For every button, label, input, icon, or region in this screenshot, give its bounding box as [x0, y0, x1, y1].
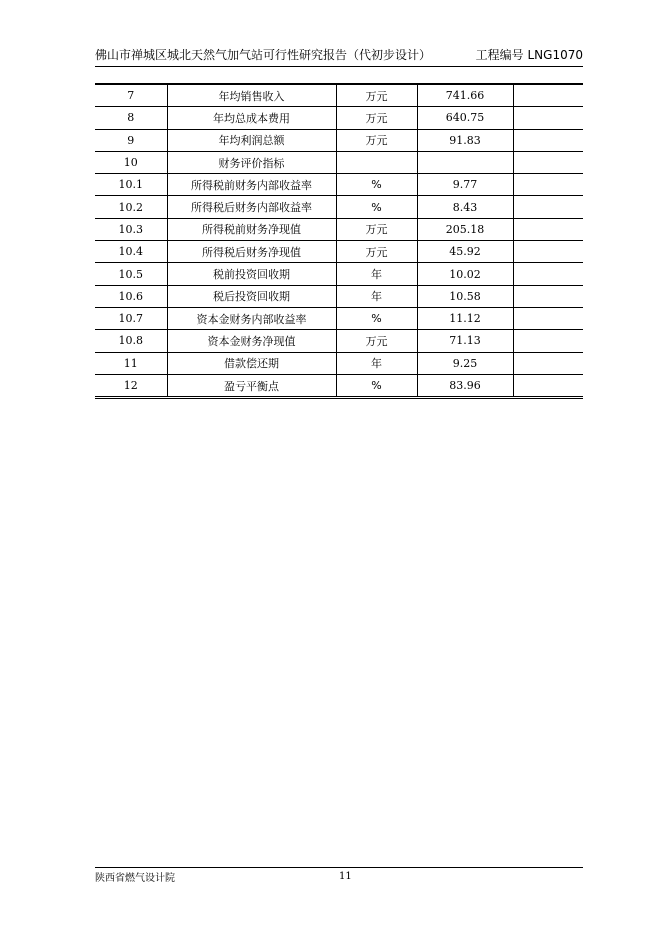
row-number-cell: 7: [95, 84, 167, 107]
value-cell: 11.12: [417, 307, 513, 329]
unit-cell: 万元: [336, 84, 417, 107]
row-number-cell: 10.1: [95, 174, 167, 196]
unit-cell: %: [336, 174, 417, 196]
item-name-cell: 所得税前财务内部收益率: [167, 174, 336, 196]
note-cell: [513, 84, 583, 107]
note-cell: [513, 196, 583, 218]
value-cell: 9.77: [417, 174, 513, 196]
unit-cell: 万元: [336, 330, 417, 352]
note-cell: [513, 352, 583, 374]
footer-rule: [95, 867, 583, 868]
value-cell: 71.13: [417, 330, 513, 352]
table-row: [95, 307, 583, 329]
row-number-cell: 9: [95, 129, 167, 151]
unit-cell: 万元: [336, 107, 417, 129]
value-cell: 8.43: [417, 196, 513, 218]
table-row: [95, 174, 583, 196]
value-cell: [417, 151, 513, 173]
item-name-cell: 年均总成本费用: [167, 107, 336, 129]
indicator-table-body: [95, 84, 583, 398]
table-row: [95, 196, 583, 218]
page-number: 11: [339, 871, 352, 882]
unit-cell: 万元: [336, 241, 417, 263]
unit-cell: %: [336, 374, 417, 397]
table-row: [95, 84, 583, 107]
row-number-cell: 10.8: [95, 330, 167, 352]
note-cell: [513, 218, 583, 240]
project-number: 工程编号 LNG1070: [475, 48, 583, 62]
item-name-cell: 资本金财务净现值: [167, 330, 336, 352]
row-number-cell: 10.2: [95, 196, 167, 218]
value-cell: 10.02: [417, 263, 513, 285]
row-number-cell: 10.4: [95, 241, 167, 263]
indicator-table: [95, 83, 583, 399]
item-name-cell: 所得税前财务净现值: [167, 218, 336, 240]
unit-cell: 万元: [336, 218, 417, 240]
item-name-cell: 盈亏平衡点: [167, 374, 336, 397]
table-row: [95, 129, 583, 151]
item-name-cell: 财务评价指标: [167, 151, 336, 173]
row-number-cell: 11: [95, 352, 167, 374]
row-number-cell: 12: [95, 374, 167, 397]
item-name-cell: 所得税后财务净现值: [167, 241, 336, 263]
unit-cell: 年: [336, 263, 417, 285]
table-row: [95, 285, 583, 307]
item-name-cell: 资本金财务内部收益率: [167, 307, 336, 329]
note-cell: [513, 107, 583, 129]
note-cell: [513, 151, 583, 173]
value-cell: 9.25: [417, 352, 513, 374]
table-row: [95, 352, 583, 374]
header-rule: [95, 66, 583, 67]
item-name-cell: 税前投资回收期: [167, 263, 336, 285]
page-header: [95, 47, 583, 64]
unit-cell: %: [336, 307, 417, 329]
note-cell: [513, 330, 583, 352]
table-row: [95, 151, 583, 173]
item-name-cell: 年均利润总额: [167, 129, 336, 151]
unit-cell: 年: [336, 352, 417, 374]
note-cell: [513, 263, 583, 285]
row-number-cell: 10: [95, 151, 167, 173]
value-cell: 205.18: [417, 218, 513, 240]
table-row: [95, 107, 583, 129]
row-number-cell: 10.6: [95, 285, 167, 307]
table-row: [95, 218, 583, 240]
note-cell: [513, 307, 583, 329]
row-number-cell: 8: [95, 107, 167, 129]
note-cell: [513, 285, 583, 307]
value-cell: 741.66: [417, 84, 513, 107]
table-row: [95, 374, 583, 397]
value-cell: 640.75: [417, 107, 513, 129]
row-number-cell: 10.5: [95, 263, 167, 285]
table-row: [95, 241, 583, 263]
item-name-cell: 税后投资回收期: [167, 285, 336, 307]
value-cell: 10.58: [417, 285, 513, 307]
unit-cell: [336, 151, 417, 173]
value-cell: 45.92: [417, 241, 513, 263]
value-cell: 83.96: [417, 374, 513, 397]
unit-cell: 年: [336, 285, 417, 307]
table-row: [95, 263, 583, 285]
footer-organization: 陕西省燃气设计院: [95, 873, 175, 884]
report-title: 佛山市禅城区城北天然气加气站可行性研究报告（代初步设计）: [95, 48, 432, 62]
table-row: [95, 330, 583, 352]
unit-cell: %: [336, 196, 417, 218]
note-cell: [513, 241, 583, 263]
value-cell: 91.83: [417, 129, 513, 151]
note-cell: [513, 129, 583, 151]
unit-cell: 万元: [336, 129, 417, 151]
item-name-cell: 所得税后财务内部收益率: [167, 196, 336, 218]
row-number-cell: 10.3: [95, 218, 167, 240]
row-number-cell: 10.7: [95, 307, 167, 329]
note-cell: [513, 374, 583, 397]
item-name-cell: 借款偿还期: [167, 352, 336, 374]
item-name-cell: 年均销售收入: [167, 84, 336, 107]
note-cell: [513, 174, 583, 196]
